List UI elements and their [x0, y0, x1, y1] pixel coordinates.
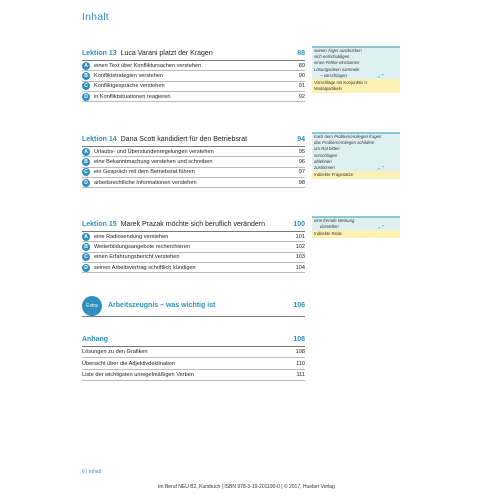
badge-b-icon: B	[82, 72, 90, 80]
list-item	[82, 358, 305, 369]
grammar-line: Indirekte Fragesätze	[314, 172, 354, 178]
item-text: Urlaubs- und Überstundenregelungen verstehen	[94, 148, 214, 155]
side-line: ablehnen	[314, 158, 332, 164]
lesson-number: Lektion 15	[82, 221, 117, 228]
list-item	[82, 168, 305, 178]
item-text: Konfliktgespräche verstehen	[94, 83, 165, 90]
lesson-13	[82, 50, 305, 102]
badge-c-icon: C	[82, 168, 90, 176]
badge-a-icon: A	[82, 62, 90, 70]
anhang-page: 108	[293, 336, 305, 343]
badge-d-icon: D	[82, 264, 90, 272]
item-text: Lösungen zu den Grafiken	[82, 349, 148, 356]
item-text: Übersicht über die Adjektivdeklination	[82, 360, 175, 367]
item-page: 98	[298, 179, 305, 186]
list-item	[82, 92, 305, 102]
badge-a-icon: A	[82, 148, 90, 156]
badge-d-icon: D	[82, 179, 90, 187]
list-item	[82, 242, 305, 252]
grammar-box	[312, 171, 400, 179]
item-text: eine Radiosendung verstehen	[94, 233, 169, 240]
list-item	[82, 71, 305, 81]
side-line: eine fremde Meinung	[314, 218, 355, 223]
anhang-section	[82, 336, 305, 381]
item-page: 97	[298, 169, 305, 176]
badge-b-icon: B	[82, 243, 90, 251]
anhang-header	[82, 336, 305, 347]
item-page: 96	[298, 158, 305, 165]
badge-c-icon: C	[82, 253, 90, 261]
list-item	[82, 178, 305, 188]
lesson-title: Marek Prazak möchte sich beruflich verändern	[120, 221, 265, 228]
lesson-header	[82, 136, 305, 147]
lesson-14	[82, 136, 305, 188]
item-page: 90	[298, 72, 305, 79]
footer-page-ref: 6 | Inhalt	[82, 469, 102, 475]
lesson-title: Luca Varani platzt der Kragen	[120, 50, 213, 57]
item-page: 104	[295, 264, 305, 271]
grammar-line: Modalpartikeln	[314, 86, 342, 92]
quote-icon: „ “	[378, 72, 384, 78]
side-line: um Rat bitten	[314, 146, 340, 152]
lesson-15	[82, 221, 305, 273]
list-item	[82, 253, 305, 263]
item-page: 95	[298, 148, 305, 155]
item-page: 103	[295, 254, 305, 261]
item-page: 110	[296, 360, 305, 367]
item-page: 108	[295, 349, 305, 356]
list-item	[82, 370, 305, 381]
extra-badge-icon: Extra	[82, 296, 102, 316]
item-text: eine Bekanntmachung verstehen und schreiben	[94, 158, 213, 165]
badge-a-icon: A	[82, 233, 90, 241]
item-text: einen Erfahrungsbericht verstehen	[94, 254, 180, 261]
list-item	[82, 61, 305, 71]
item-page: 101	[295, 233, 305, 240]
side-line: nach dem Problem/Anliegen fragen	[314, 134, 382, 139]
item-text: Weiterbildungsangebote recherchieren	[94, 243, 190, 250]
page-title: Inhalt	[82, 11, 109, 23]
side-line: das Problem/Anliegen schildern	[314, 140, 375, 146]
quote-icon: „ “	[378, 165, 384, 171]
item-text: Liste der wichtigsten unregelmäßigen Verben	[82, 371, 194, 378]
lesson-page: 100	[293, 221, 305, 228]
lesson-15-sidebox	[312, 216, 400, 238]
list-item	[82, 232, 305, 242]
lesson-header	[82, 50, 305, 61]
extra-page: 106	[293, 302, 305, 309]
grammar-box	[312, 230, 400, 238]
badge-b-icon: B	[82, 158, 90, 166]
item-text: Konfliktstrategien verstehen	[94, 72, 164, 79]
side-line: sich entschuldigen	[314, 54, 350, 60]
lesson-header	[82, 221, 305, 232]
side-line: seinen Ärger ausdrücken	[314, 48, 362, 53]
side-line-text: zustimmen	[314, 165, 335, 171]
side-line: Lösungsideen sammeln	[314, 66, 360, 72]
badge-c-icon: C	[82, 82, 90, 90]
grammar-line: Vorschläge mit Konjunktiv II	[314, 80, 367, 86]
item-page: 111	[296, 371, 305, 378]
lesson-number: Lektion 13	[82, 50, 117, 57]
anhang-title: Anhang	[82, 336, 109, 343]
item-text: in Konfliktsituationen reagieren	[94, 93, 171, 100]
item-page: 102	[295, 243, 305, 250]
list-item	[82, 263, 305, 273]
item-text: seinen Arbeitsvertrag schriftlich kündigen	[94, 264, 196, 271]
lesson-title: Dana Scott kandidiert für den Betriebsrat	[120, 136, 248, 143]
item-page: 89	[298, 62, 305, 69]
item-text: arbeitsrechtliche Informationen verstehen	[94, 179, 197, 186]
list-item	[82, 347, 305, 358]
badge-d-icon: D	[82, 93, 90, 101]
footer-imprint: Im Beruf NEU B2, Kursbuch | ISBN 978-3-19-201190-0 | © 2017, Hueber Verlag	[158, 484, 335, 490]
lesson-13-sidebox	[312, 46, 400, 93]
item-page: 92	[298, 93, 305, 100]
quote-icon: „ “	[378, 224, 384, 230]
side-line-text: – vorschlagen	[320, 72, 347, 78]
item-text: ein Gespräch mit dem Betriebsrat führen	[94, 169, 195, 176]
side-line: vorschlagen	[314, 152, 338, 158]
list-item	[82, 147, 305, 157]
grammar-box	[312, 79, 400, 93]
lesson-page: 88	[297, 50, 305, 57]
extra-title: Arbeitszeugnis – was wichtig ist	[108, 302, 216, 309]
list-item	[82, 82, 305, 92]
side-line: einen Fehler einräumen	[314, 60, 360, 66]
extra-section	[82, 295, 305, 317]
item-page: 91	[298, 83, 305, 90]
grammar-line: Indirekte Rede	[314, 231, 342, 237]
item-text: einen Text über Konfliktursachen verstehen	[94, 62, 202, 69]
side-line-text: darstellen	[320, 224, 339, 230]
lesson-number: Lektion 14	[82, 136, 117, 143]
lesson-14-sidebox	[312, 132, 400, 179]
lesson-page: 94	[297, 136, 305, 143]
list-item	[82, 157, 305, 167]
